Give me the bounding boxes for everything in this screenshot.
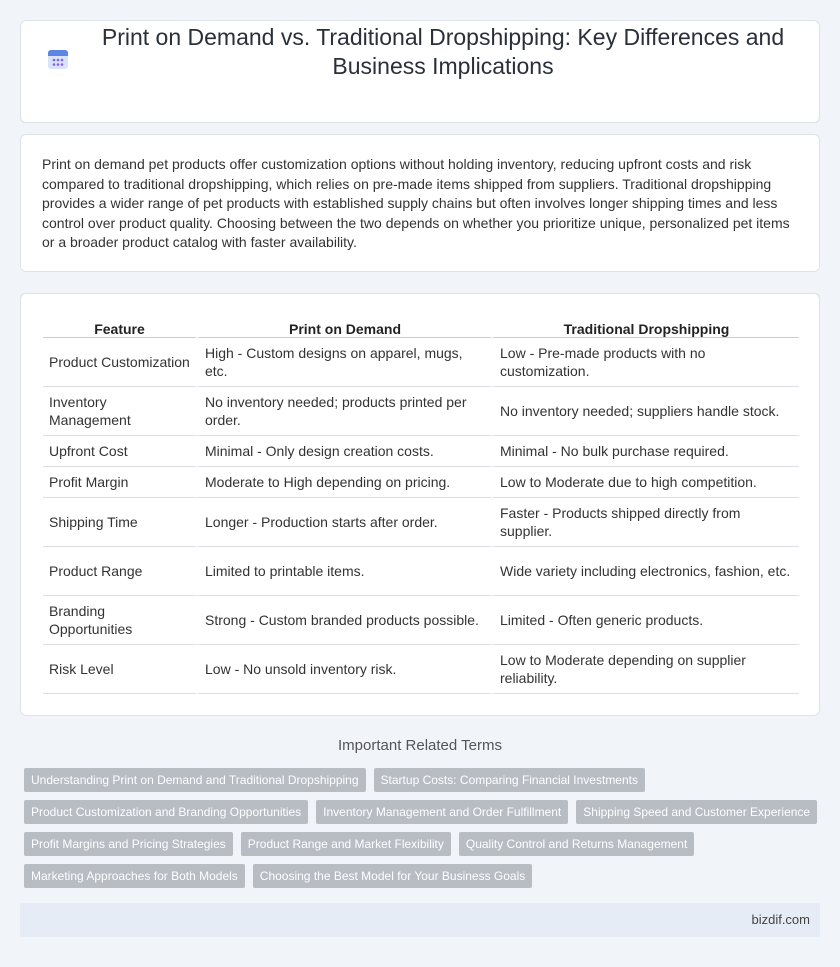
- table-row: [43, 338, 799, 387]
- feature-cell: Branding Opportunities: [43, 596, 196, 645]
- pod-cell: Strong - Custom branded products possible.: [196, 596, 491, 645]
- dropship-cell: Minimal - No bulk purchase required.: [491, 436, 799, 467]
- related-term-tag[interactable]: Understanding Print on Demand and Traditional Dropshipping: [24, 768, 366, 792]
- header-traditional-dropshipping: Traditional Dropshipping: [491, 316, 799, 338]
- related-term-tag[interactable]: Profit Margins and Pricing Strategies: [24, 832, 233, 856]
- footer: [20, 903, 820, 937]
- table-row: [43, 467, 799, 498]
- feature-cell: Shipping Time: [43, 498, 196, 547]
- table-row: [43, 547, 799, 596]
- pod-cell: Limited to printable items.: [196, 547, 491, 596]
- pod-cell: High - Custom designs on apparel, mugs, etc.: [196, 338, 491, 387]
- header-feature: Feature: [43, 316, 196, 338]
- dropship-cell: Low - Pre-made products with no customization.: [491, 338, 799, 387]
- pod-cell: Longer - Production starts after order.: [196, 498, 491, 547]
- table-row: [43, 596, 799, 645]
- related-term-tag[interactable]: Startup Costs: Comparing Financial Investments: [374, 768, 645, 792]
- intro-card: [20, 134, 820, 272]
- feature-cell: Upfront Cost: [43, 436, 196, 467]
- footer-site-link[interactable]: bizdif.com: [751, 912, 810, 927]
- related-term-tag[interactable]: Quality Control and Returns Management: [459, 832, 694, 856]
- dropship-cell: Faster - Products shipped directly from supplier.: [491, 498, 799, 547]
- tag-row: [24, 864, 820, 888]
- table-header-row: [43, 316, 799, 338]
- feature-cell: Risk Level: [43, 645, 196, 694]
- table-row: [43, 387, 799, 436]
- related-term-tag[interactable]: Marketing Approaches for Both Models: [24, 864, 245, 888]
- related-terms-list: [24, 768, 820, 896]
- page-title: Print on Demand vs. Traditional Dropshipping: Key Differences and Business Implications: [101, 24, 785, 79]
- feature-cell: Product Customization: [43, 338, 196, 387]
- related-term-tag[interactable]: Shipping Speed and Customer Experience: [576, 800, 817, 824]
- dropship-cell: Low to Moderate due to high competition.: [491, 467, 799, 498]
- dropship-cell: No inventory needed; suppliers handle stock.: [491, 387, 799, 436]
- pod-cell: Minimal - Only design creation costs.: [196, 436, 491, 467]
- comparison-table: [43, 316, 799, 694]
- table-row: [43, 645, 799, 694]
- related-term-tag[interactable]: Inventory Management and Order Fulfillment: [316, 800, 568, 824]
- tag-row: [24, 800, 820, 824]
- feature-cell: Inventory Management: [43, 387, 196, 436]
- pod-cell: Low - No unsold inventory risk.: [196, 645, 491, 694]
- title-wrap: [30, 23, 820, 81]
- tag-row: [24, 768, 820, 792]
- table-row: [43, 498, 799, 547]
- related-term-tag[interactable]: Choosing the Best Model for Your Business Goals: [253, 864, 533, 888]
- dropship-cell: Limited - Often generic products.: [491, 596, 799, 645]
- comparison-card: [20, 293, 820, 716]
- dropship-cell: Wide variety including electronics, fashion, etc.: [491, 547, 799, 596]
- table-row: [43, 436, 799, 467]
- related-term-tag[interactable]: Product Customization and Branding Opportunities: [24, 800, 308, 824]
- header-print-on-demand: Print on Demand: [196, 316, 491, 338]
- intro-paragraph: Print on demand pet products offer customization options without holding inventory, reducing upfront costs and risk compared to traditional dropshipping, which relies on pre-made items shipped from suppliers. Traditional dropshipping provides a wider range of pet products with established supply chains but often involves longer shipping times and less control over product quality. Choosing between the two depends on whether you prioritize unique, personalized pet items or a broader product catalog with faster availability.: [42, 156, 790, 251]
- feature-cell: Product Range: [43, 547, 196, 596]
- pod-cell: No inventory needed; products printed per order.: [196, 387, 491, 436]
- tag-row: [24, 832, 820, 856]
- related-terms-heading: Important Related Terms: [338, 737, 502, 754]
- feature-cell: Profit Margin: [43, 467, 196, 498]
- dropship-cell: Low to Moderate depending on supplier reliability.: [491, 645, 799, 694]
- related-term-tag[interactable]: Product Range and Market Flexibility: [241, 832, 451, 856]
- pod-cell: Moderate to High depending on pricing.: [196, 467, 491, 498]
